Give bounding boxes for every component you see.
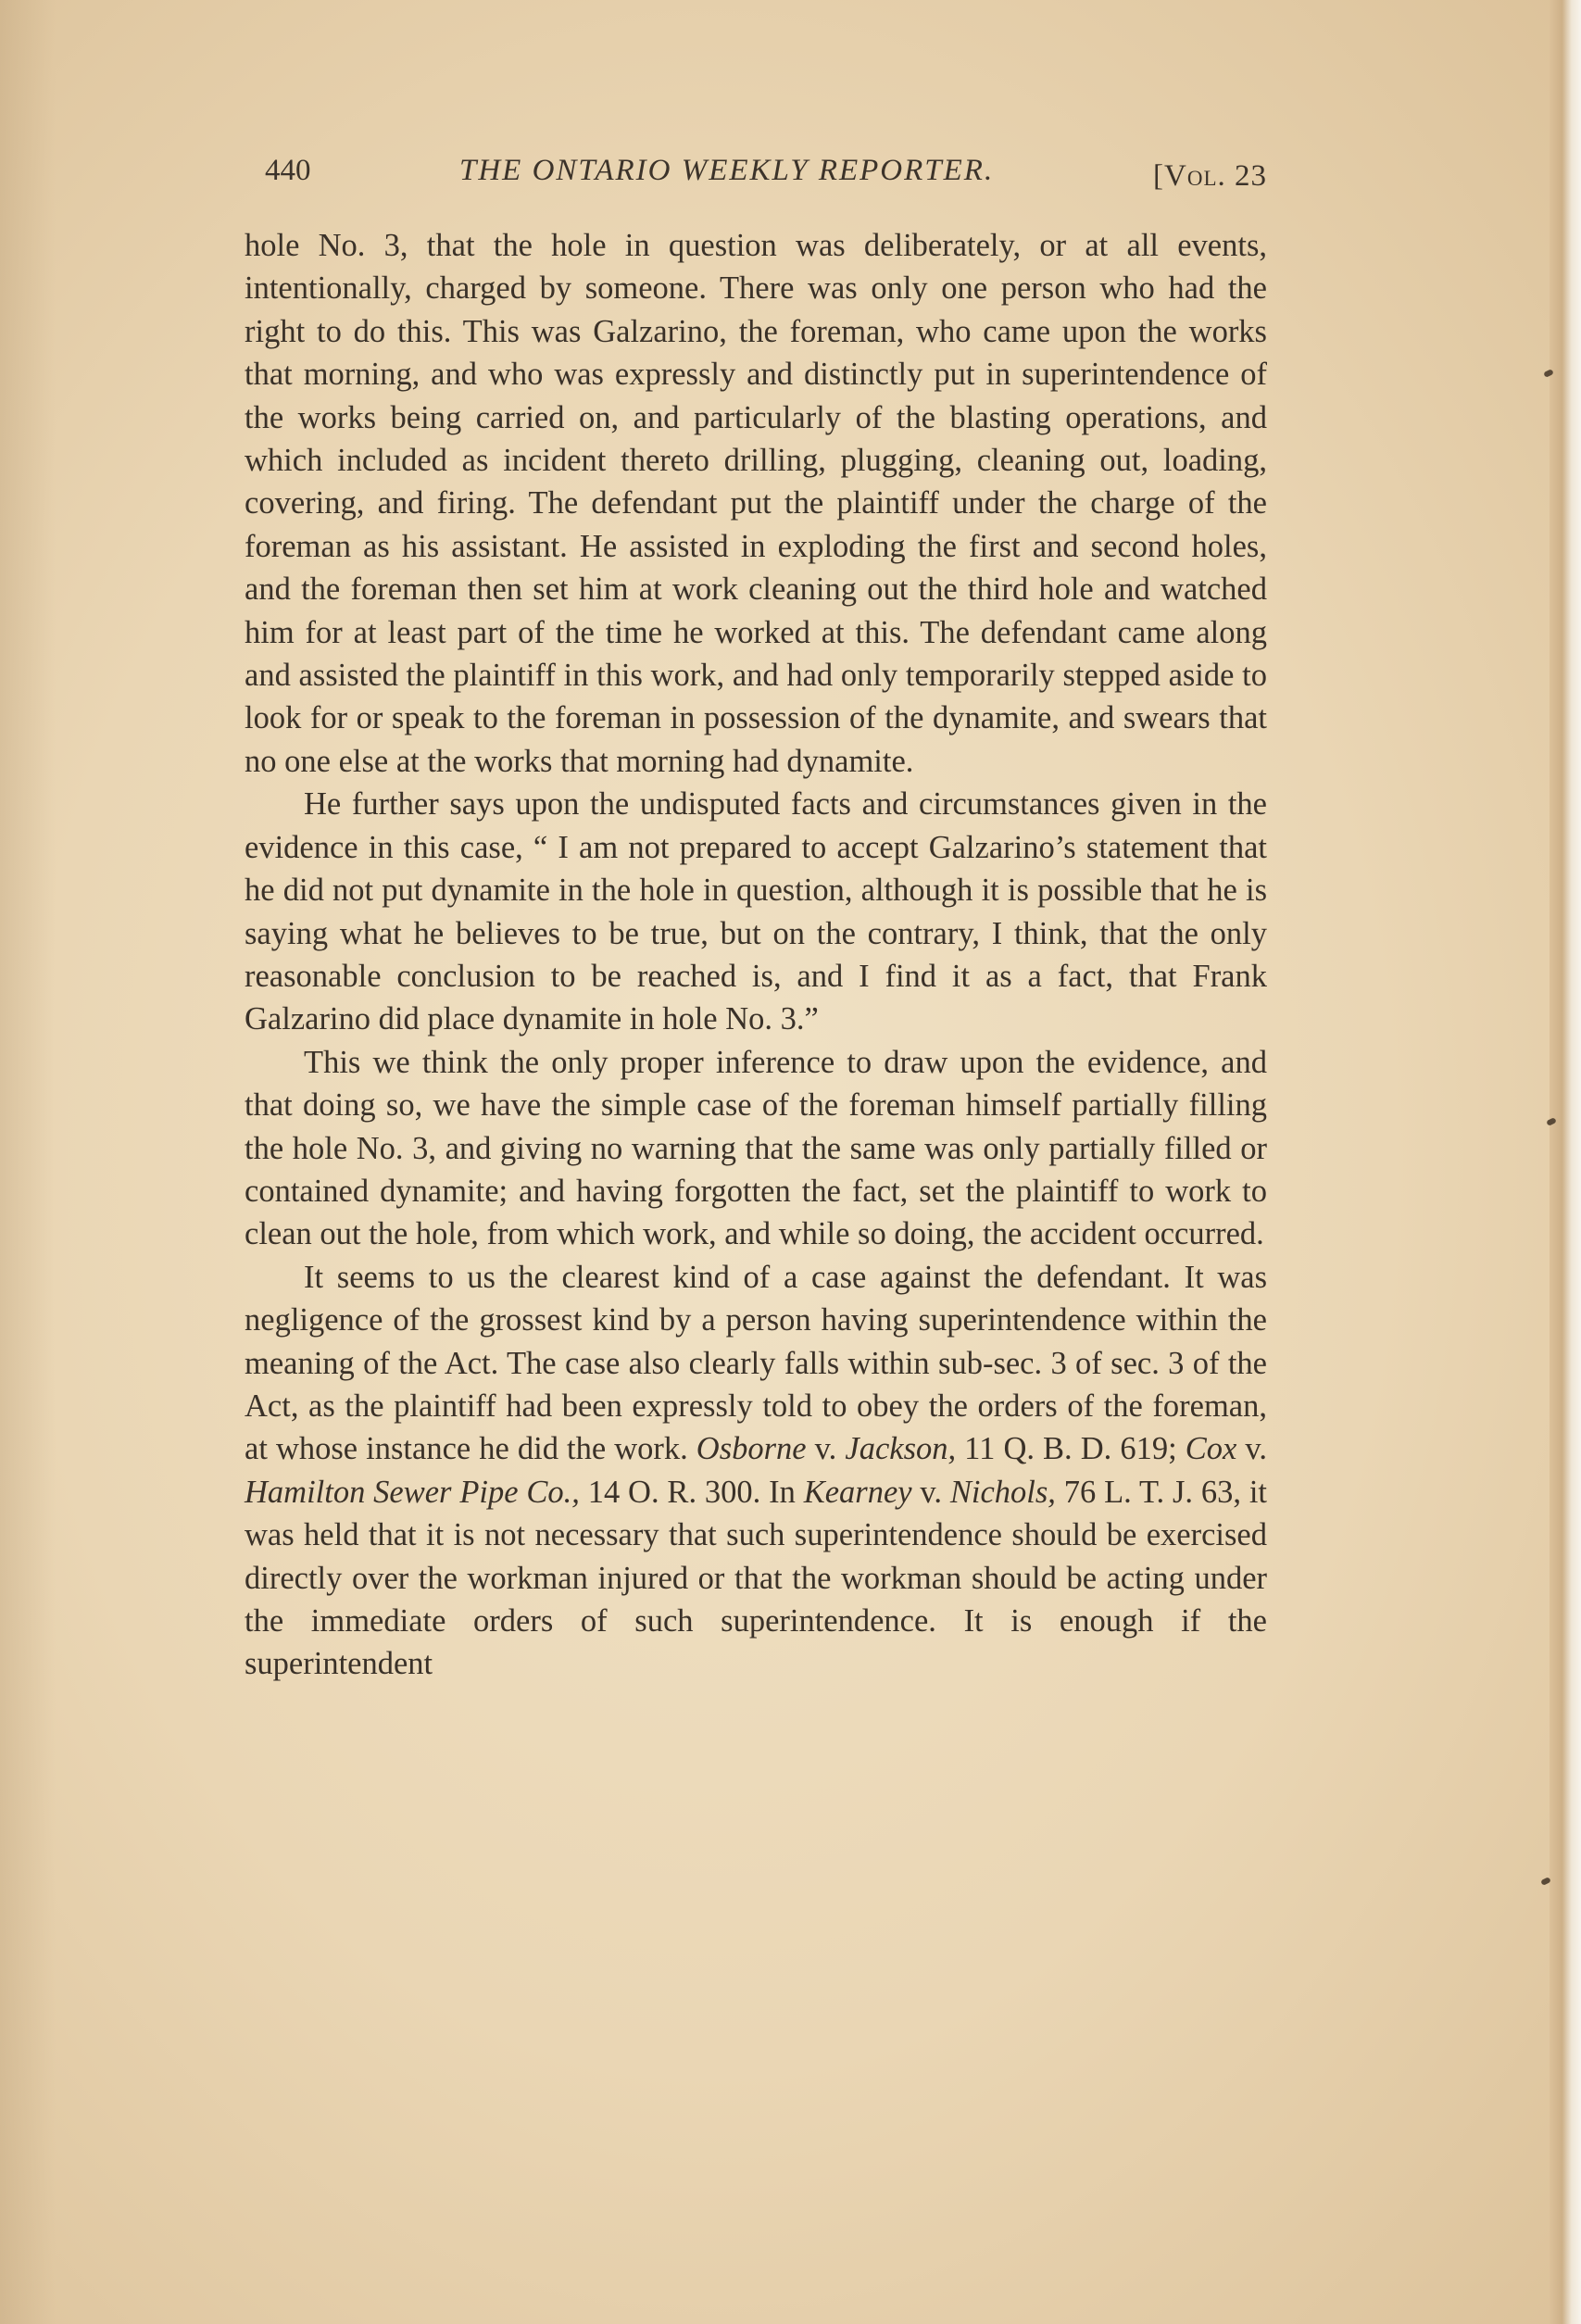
versus: v.	[911, 1474, 950, 1510]
case-name: Jackson,	[845, 1431, 957, 1467]
case-name: Osborne	[696, 1431, 807, 1467]
page-number: 440	[265, 154, 311, 187]
versus: v.	[1236, 1431, 1267, 1467]
body-text	[245, 224, 1267, 1686]
paragraph-text: 76 L. T. J. 63, it was held that it is not necessary that such superintendence should be exercised directly over the workman injured or that the workman should be acting under the immediate orders of such superintendence. It is enough if the superintendent	[245, 1474, 1267, 1682]
running-title: THE ONTARIO WEEKLY REPORTER.	[459, 154, 995, 187]
running-header	[265, 148, 1267, 204]
paragraph-with-citations	[245, 1256, 1267, 1686]
page-right-edge	[1550, 0, 1581, 2324]
versus: v.	[806, 1431, 846, 1467]
paragraph-text: It seems to us the clearest kind of a case against the defendant. It was negligence of the grossest kind by a person having superintendence within the meaning of the Act. The case also clearly falls within sub-sec. 3 of sec. 3 of the Act, as the plaintiff had been expressly told to obey the orders of the foreman, at whose instance he did the work.	[245, 1259, 1267, 1467]
citation: 14 O. R. 300. In	[579, 1474, 804, 1510]
case-name: Nichols,	[949, 1474, 1056, 1510]
paragraph: This we think the only proper inference to draw upon the evidence, and that doing so, we have the simple case of the foreman himself partially filling the hole No. 3, and giving no warning that the same was only partially filled or contained dynamite; and having forgotten the fact, set the plaintiff to work to clean out the hole, from which work, and while so doing, the accident occurred.	[245, 1044, 1267, 1252]
paragraph: He further says upon the undisputed facts and circumstances given in the evidence in this case, “ I am not prepared to accept Galzarino’s statement that he did not put dynamite in the hole in question, although it is possible that he is saying what he believes to be true, but on the contrary, I think, that the only reasonable conclusion to be reached is, and I find it as a fact, that Frank Galzarino did place dynamite in hole No. 3.”	[245, 786, 1267, 1037]
case-name: Cox	[1185, 1431, 1237, 1467]
page-gutter-shadow	[0, 0, 56, 2324]
case-name: Kearney	[803, 1474, 912, 1510]
volume-label: [Vol. 23	[1153, 159, 1267, 193]
case-name: Hamilton Sewer Pipe Co.,	[245, 1474, 580, 1510]
paragraph: hole No. 3, that the hole in question was deliberately, or at all events, intentionally, charged by someone. There was only one person who had the right to do this. This was Galzarino, the foreman, who came upon the works that morning, and who was expressly and distinctly put in superintendence of the works being carried on, and particularly of the blasting operations, and which included as incident thereto drilling, plugging, cleaning out, loading, covering, and firing. The defendant put the plaintiff under the charge of the foreman as his assistant. He assisted in exploding the first and second holes, and the foreman then set him at work cleaning out the third hole and watched him for at least part of the time he worked at this. The defendant came along and assisted the plaintiff in this work, and had only temporarily stepped aside to look for or speak to the foreman in possession of the dynamite, and swears that no one else at the works that morning had dynamite.	[245, 228, 1267, 779]
citation: 11 Q. B. D. 619;	[956, 1431, 1186, 1467]
